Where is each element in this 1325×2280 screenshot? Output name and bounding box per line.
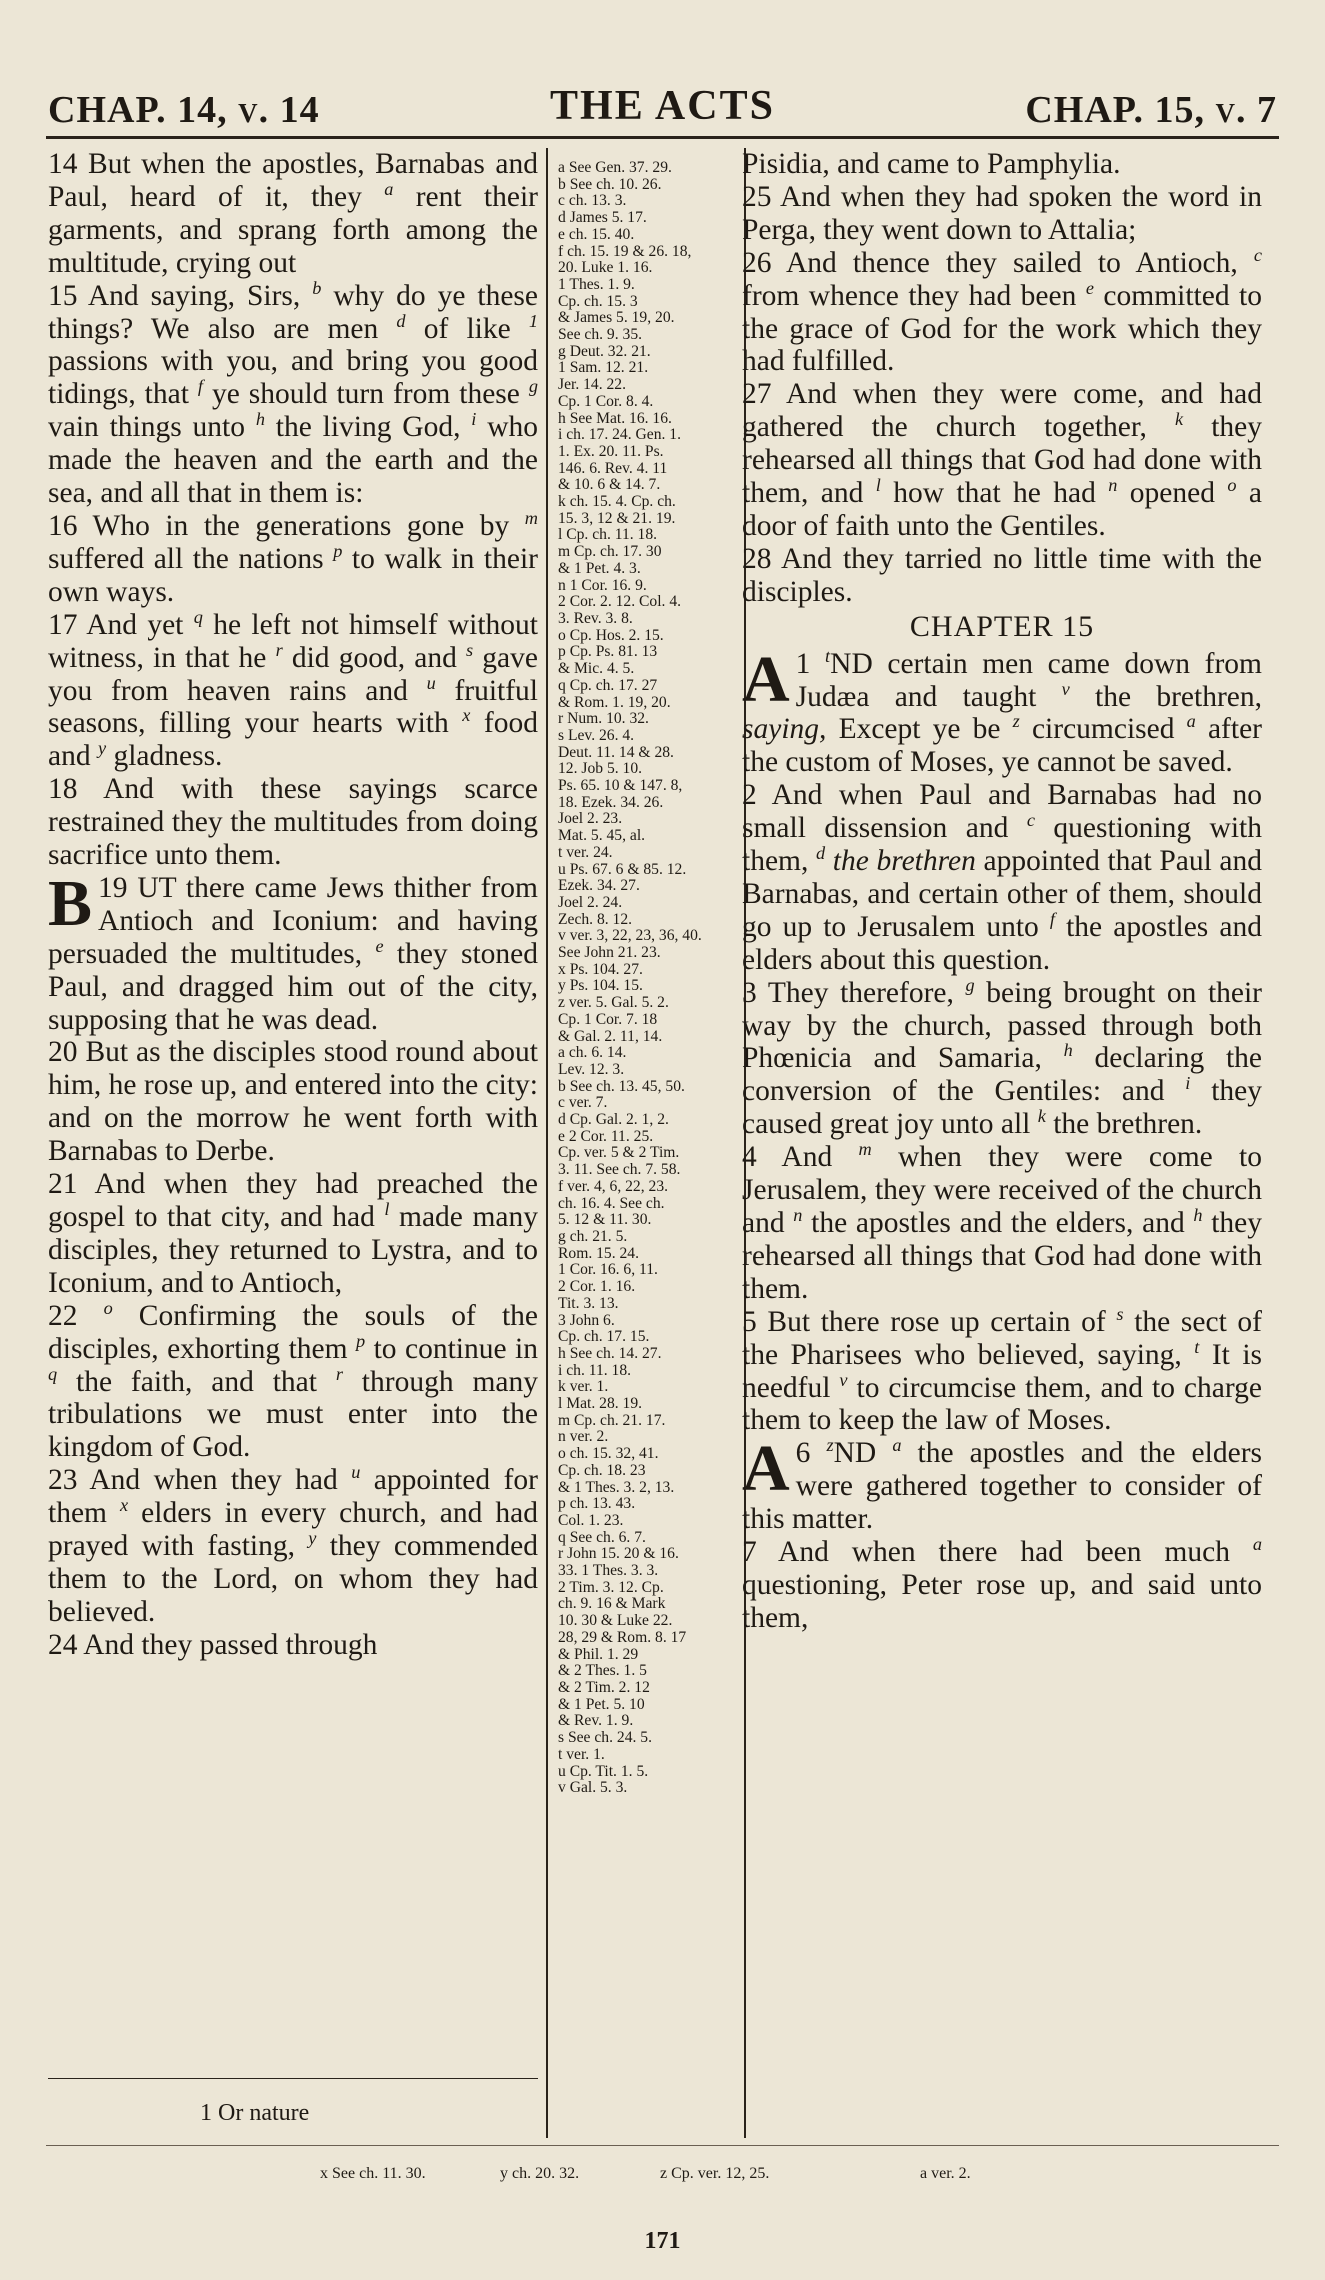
- verse: 14 But when the apostles, Barnabas and Paul, heard of it, they $^a$ rent their garments, and sprang forth among the multitude, crying out: [48, 148, 538, 279]
- verse: 4 And $^m$ when they were come to Jerusalem, they were received of the church and $^n$ the apostles and the elders, and $^h$ they rehearsed all things that God had done with them.: [742, 1139, 1263, 1305]
- text-column-right: [742, 148, 1262, 1635]
- verse: 15 And saying, Sirs, $^b$ why do ye these things? We also are men $^d$ of like $^1$ passions with you, and bring you good tidings, that $^f$ ye should turn from these $^g$ vain things unto $^h$ the living God, $^i$ who made the heaven and the earth and the sea, and all that in them is:: [48, 277, 539, 510]
- cross-reference-line: o Cp. Hos. 2. 15.: [558, 627, 664, 644]
- cross-reference-line: h See Mat. 16. 16.: [558, 410, 672, 427]
- cross-reference-line: 10. 30 & Luke 22.: [558, 1613, 673, 1630]
- cross-reference-line: 12. Job 5. 10.: [558, 761, 643, 778]
- verse: 27 And when they were come, and had gathered the church together, $^k$ they rehearsed all things that God had done with them, and $^l$ how that he had $^n$ opened $^o$ a door of faith unto the Gentiles.: [742, 378, 1262, 542]
- cross-reference-line: y Ps. 104. 15.: [558, 978, 643, 995]
- verse: 24 And they passed through: [48, 1628, 378, 1661]
- cross-reference-line: 1 Thes. 1. 9.: [558, 276, 635, 293]
- verse-number: 25: [742, 180, 772, 213]
- cross-reference-column: [558, 160, 738, 1797]
- verse-number: 23: [48, 1464, 78, 1497]
- footnote: 1 Or nature: [200, 2100, 310, 2126]
- cross-reference-line: Cp. ver. 5 & 2 Tim.: [558, 1145, 680, 1162]
- verse: 21 And when they had preached the gospel to that city, and had $^l$ made many disciples, they returned to Lystra, and to Iconium, and to Antioch,: [48, 1168, 538, 1299]
- bottom-cross-reference: z Cp. ver. 12, 25.: [660, 2165, 770, 2182]
- bottom-cross-reference: x See ch. 11. 30.: [320, 2165, 426, 2182]
- cross-reference-line: & Phil. 1. 29: [558, 1646, 639, 1663]
- verse-number: 15: [48, 279, 78, 312]
- drop-cap: A: [742, 642, 790, 716]
- cross-reference-line: 3. 11. See ch. 7. 58.: [558, 1162, 681, 1179]
- cross-reference-line: 2 Cor. 1. 16.: [558, 1279, 636, 1296]
- cross-reference-line: b See ch. 10. 26.: [558, 176, 662, 193]
- bottom-cross-reference: a ver. 2.: [920, 2165, 971, 2182]
- cross-reference-line: a ch. 6. 14.: [558, 1045, 627, 1062]
- cross-reference-line: n ver. 2.: [558, 1429, 609, 1446]
- verse: 16 Who in the generations gone by $^m$ suffered all the nations $^p$ to walk in their own ways.: [48, 508, 538, 608]
- verse: 3 They therefore, $^g$ being brought on their way by the church, passed through both Phœnicia and Samaria, $^h$ declaring the conversion of the Gentiles: and $^i$ they caused great joy unto all $^k$ the brethren.: [742, 974, 1262, 1141]
- cross-reference-line: 1. Ex. 20. 11. Ps.: [558, 443, 664, 460]
- verse: 17 And yet $^q$ he left not himself without witness, in that he $^r$ did good, and $^s$ gave you from heaven rains and $^u$ fruitful seasons, filling your hearts with $^x$ food and $^y$ gladness.: [48, 606, 538, 773]
- cross-reference-line: m Cp. ch. 17. 30: [558, 544, 662, 561]
- verse-number: 16: [48, 509, 78, 542]
- verse-number: 26: [742, 246, 772, 279]
- verse-number: 24: [48, 1628, 78, 1661]
- cross-reference-line: Deut. 11. 14 & 28.: [558, 744, 674, 761]
- cross-reference-line: 2 Cor. 2. 12. Col. 4.: [558, 594, 682, 611]
- verse-number: 4: [742, 1141, 757, 1174]
- cross-reference-line: Mat. 5. 45, al.: [558, 828, 646, 845]
- header-chapter-left: CHAP. 14, v. 14: [48, 89, 320, 131]
- cross-reference-line: 1 Cor. 16. 6, 11.: [558, 1262, 658, 1279]
- cross-reference-line: p Cp. Ps. 81. 13: [558, 644, 658, 661]
- cross-reference-line: u Cp. Tit. 1. 5.: [558, 1763, 649, 1780]
- footnote-rule: [48, 2078, 538, 2079]
- cross-reference-line: 1 Sam. 12. 21.: [558, 360, 649, 377]
- cross-reference-line: s See ch. 24. 5.: [558, 1730, 652, 1747]
- cross-reference-line: 3. Rev. 3. 8.: [558, 610, 633, 627]
- cross-reference-line: u Ps. 67. 6 & 85. 12.: [558, 861, 687, 878]
- cross-reference-line: p ch. 13. 43.: [558, 1496, 636, 1513]
- cross-reference-line: c ch. 13. 3.: [558, 193, 627, 210]
- cross-reference-line: Cp. ch. 17. 15.: [558, 1329, 650, 1346]
- cross-reference-line: & 2 Tim. 2. 12: [558, 1679, 650, 1696]
- cross-reference-line: Joel 2. 24.: [558, 894, 623, 911]
- verse: 25 And when they had spoken the word in Perga, they went down to Attalia;: [742, 180, 1262, 246]
- cross-reference-line: & 1 Pet. 4. 3.: [558, 560, 641, 577]
- cross-reference-line: & Rev. 1. 9.: [558, 1713, 634, 1730]
- cross-reference-line: See ch. 9. 35.: [558, 327, 643, 344]
- cross-reference-line: 146. 6. Rev. 4. 11: [558, 460, 668, 477]
- cross-reference-line: m Cp. ch. 21. 17.: [558, 1412, 666, 1429]
- cross-reference-line: k ver. 1.: [558, 1379, 609, 1396]
- cross-reference-line: e ch. 15. 40.: [558, 226, 635, 243]
- header-book-title: THE ACTS: [550, 83, 775, 129]
- drop-cap: A: [742, 1432, 790, 1506]
- page-number: 171: [644, 2228, 681, 2254]
- cross-reference-line: i ch. 17. 24. Gen. 1.: [558, 427, 681, 444]
- verse: 2 And when Paul and Barnabas had no small dissension and $^c$ questioning with them, $^d$ the brethren appointed that Paul and Barnabas, and certain other of them, should go up to Jerusalem unto $^f$ the apostles and elders about this question.: [742, 779, 1263, 976]
- verse-number: 2: [742, 779, 757, 812]
- verse-number: 7: [742, 1536, 757, 1569]
- cross-reference-line: Joel 2. 23.: [558, 811, 623, 828]
- verse: Pisidia, and came to Pamphylia.: [742, 148, 1121, 180]
- cross-reference-line: v Gal. 5. 3.: [558, 1780, 628, 1797]
- verse: 20 But as the disciples stood round about him, he rose up, and entered into the city: and on the morrow he went forth with Barnabas to Derbe.: [48, 1036, 538, 1168]
- verse: 26 And thence they sailed to Antioch, $^c$ from whence they had been $^e$ committed to the grace of God for the work which they had fulfilled.: [742, 244, 1262, 378]
- cross-reference-line: 5. 12 & 11. 30.: [558, 1212, 652, 1229]
- column-divider-left: [546, 148, 548, 2138]
- header-rule: [46, 136, 1279, 139]
- cross-reference-line: q See ch. 6. 7.: [558, 1529, 646, 1546]
- cross-reference-line: Tit. 3. 13.: [558, 1295, 619, 1312]
- cross-reference-line: e 2 Cor. 11. 25.: [558, 1128, 654, 1145]
- verse-number: 18: [48, 773, 78, 806]
- cross-reference-line: & Gal. 2. 11, 14.: [558, 1028, 663, 1045]
- verse-number: 14: [48, 148, 78, 180]
- verse-number: 5: [742, 1305, 757, 1338]
- verse-number: 21: [48, 1168, 78, 1201]
- cross-reference-line: x Ps. 104. 27.: [558, 961, 643, 978]
- cross-reference-line: & James 5. 19, 20.: [558, 310, 675, 327]
- cross-reference-line: 3 John 6.: [558, 1312, 615, 1329]
- bottom-rule: [46, 2145, 1279, 2146]
- cross-reference-line: 28, 29 & Rom. 8. 17: [558, 1629, 687, 1646]
- cross-reference-line: Cp. ch. 18. 23: [558, 1462, 646, 1479]
- drop-cap: B: [48, 866, 93, 940]
- verse-number: 19: [98, 871, 128, 904]
- cross-reference-line: & 10. 6 & 14. 7.: [558, 477, 661, 494]
- cross-reference-line: r Num. 10. 32.: [558, 711, 649, 728]
- cross-reference-line: b See ch. 13. 45, 50.: [558, 1078, 685, 1095]
- verse: 6 $^z$ A ND $^a$ the apostles and the elders were gathered together to consider of this matter.: [742, 1432, 1262, 1536]
- cross-reference-line: Ps. 65. 10 & 147. 8,: [558, 778, 683, 795]
- cross-reference-line: l Mat. 28. 19.: [558, 1396, 643, 1413]
- cross-reference-line: ch. 16. 4. See ch.: [558, 1195, 665, 1212]
- verse: 1 $^t$ A ND certain men came down from Judæa and taught $^v$ the brethren, saying, Except ye be $^z$ circumcised $^a$ after the custom of Moses, ye cannot be saved.: [742, 642, 1262, 779]
- cross-reference-line: Jer. 14. 22.: [558, 377, 627, 394]
- verse-number: 20: [48, 1036, 78, 1069]
- cross-reference-line: & 1 Thes. 3. 2, 13.: [558, 1479, 675, 1496]
- verse: 23 And when they had $^u$ appointed for them $^x$ elders in every church, and had prayed with fasting, $^y$ they commended them to the Lord, on whom they had believed.: [48, 1462, 538, 1628]
- cross-reference-line: f ch. 15. 19 & 26. 18,: [558, 243, 692, 260]
- cross-reference-line: t ver. 1.: [558, 1746, 605, 1763]
- cross-reference-line: c ver. 7.: [558, 1095, 608, 1112]
- cross-reference-line: h See ch. 14. 27.: [558, 1345, 662, 1362]
- text-column-left: [48, 148, 538, 1662]
- verse: 19 B UT there came Jews thither from Antioch and Iconium: and having persuaded the multitudes, $^e$ they stoned Paul, and dragged him out of the city, supposing that he was dead.: [48, 866, 538, 1036]
- cross-reference-line: g ch. 21. 5.: [558, 1229, 628, 1245]
- verse: 7 And when there had been much $^a$ questioning, Peter rose up, and said unto them,: [742, 1534, 1262, 1634]
- cross-reference-line: & Mic. 4. 5.: [558, 661, 635, 678]
- cross-reference-line: & 2 Thes. 1. 5: [558, 1663, 647, 1680]
- verse-number: 6: [795, 1437, 811, 1470]
- verse-number: 28: [742, 542, 772, 575]
- cross-reference-line: n 1 Cor. 16. 9.: [558, 577, 647, 594]
- verse-number: 27: [742, 378, 772, 411]
- cross-reference-line: Zech. 8. 12.: [558, 911, 633, 928]
- cross-reference-line: q Cp. ch. 17. 27: [558, 677, 658, 694]
- verse: 18 And with these sayings scarce restrained they the multitudes from doing sacrifice unto them.: [48, 773, 538, 872]
- cross-reference-line: 18. Ezek. 34. 26.: [558, 794, 664, 811]
- cross-reference-line: t ver. 24.: [558, 844, 613, 861]
- cross-reference-line: ch. 9. 16 & Mark: [558, 1596, 666, 1613]
- cross-reference-line: Ezek. 34. 27.: [558, 878, 640, 895]
- cross-reference-line: z ver. 5. Gal. 5. 2.: [558, 995, 669, 1012]
- cross-reference-line: i ch. 11. 18.: [558, 1362, 632, 1379]
- verse-number: 17: [48, 608, 78, 641]
- verse-number: 3: [742, 976, 757, 1009]
- cross-reference-line: See John 21. 23.: [558, 945, 661, 962]
- cross-reference-line: & Rom. 1. 19, 20.: [558, 694, 671, 711]
- cross-reference-line: 2 Tim. 3. 12. Cp.: [558, 1579, 664, 1596]
- cross-reference-line: Rom. 15. 24.: [558, 1245, 640, 1262]
- bottom-cross-reference: y ch. 20. 32.: [500, 2165, 580, 2182]
- cross-reference-line: Lev. 12. 3.: [558, 1061, 625, 1078]
- header-chapter-right: CHAP. 15, v. 7: [1025, 89, 1277, 131]
- cross-reference-line: d Cp. Gal. 2. 1, 2.: [558, 1112, 669, 1129]
- cross-reference-line: r John 15. 20 & 16.: [558, 1546, 679, 1563]
- cross-reference-line: Cp. 1 Cor. 8. 4.: [558, 393, 654, 410]
- cross-reference-line: Col. 1. 23.: [558, 1512, 624, 1529]
- cross-reference-line: k ch. 15. 4. Cp. ch.: [558, 494, 676, 511]
- chapter-heading: CHAPTER 15: [909, 609, 1095, 643]
- verse-number: 22: [48, 1299, 78, 1332]
- cross-reference-line: s Lev. 26. 4.: [558, 727, 635, 744]
- cross-reference-line: v ver. 3, 22, 23, 36, 40.: [558, 928, 702, 945]
- verse: 5 But there rose up certain of $^s$ the sect of the Pharisees who believed, saying, $^t$ It is needful $^v$ to circumcise them, and to charge them to keep the law of Moses.: [742, 1303, 1263, 1437]
- cross-reference-line: l Cp. ch. 11. 18.: [558, 527, 658, 544]
- cross-reference-line: 33. 1 Thes. 3. 3.: [558, 1563, 659, 1580]
- cross-reference-line: o ch. 15. 32, 41.: [558, 1446, 659, 1463]
- verse: 22 $^o$ Confirming the souls of the disciples, exhorting them $^p$ to continue in $^q$ the faith, and that $^r$ through many tribulations we must enter into the kingdom of God.: [48, 1297, 538, 1464]
- cross-reference-line: 20. Luke 1. 16.: [558, 260, 653, 277]
- cross-reference-line: 15. 3, 12 & 21. 19.: [558, 510, 676, 527]
- cross-reference-line: d James 5. 17.: [558, 210, 647, 227]
- cross-reference-line: Cp. ch. 15. 3: [558, 293, 638, 310]
- cross-reference-line: g Deut. 32. 21.: [558, 343, 651, 360]
- verse-number: 1: [795, 647, 811, 680]
- cross-reference-line: a See Gen. 37. 29.: [558, 160, 672, 176]
- cross-reference-line: Cp. 1 Cor. 7. 18: [558, 1011, 658, 1028]
- verse: 28 And they tarried no little time with the disciples.: [742, 542, 1262, 608]
- page-header: [48, 78, 1277, 138]
- cross-reference-line: f ver. 4, 6, 22, 23.: [558, 1178, 669, 1195]
- cross-reference-line: & 1 Pet. 5. 10: [558, 1696, 645, 1713]
